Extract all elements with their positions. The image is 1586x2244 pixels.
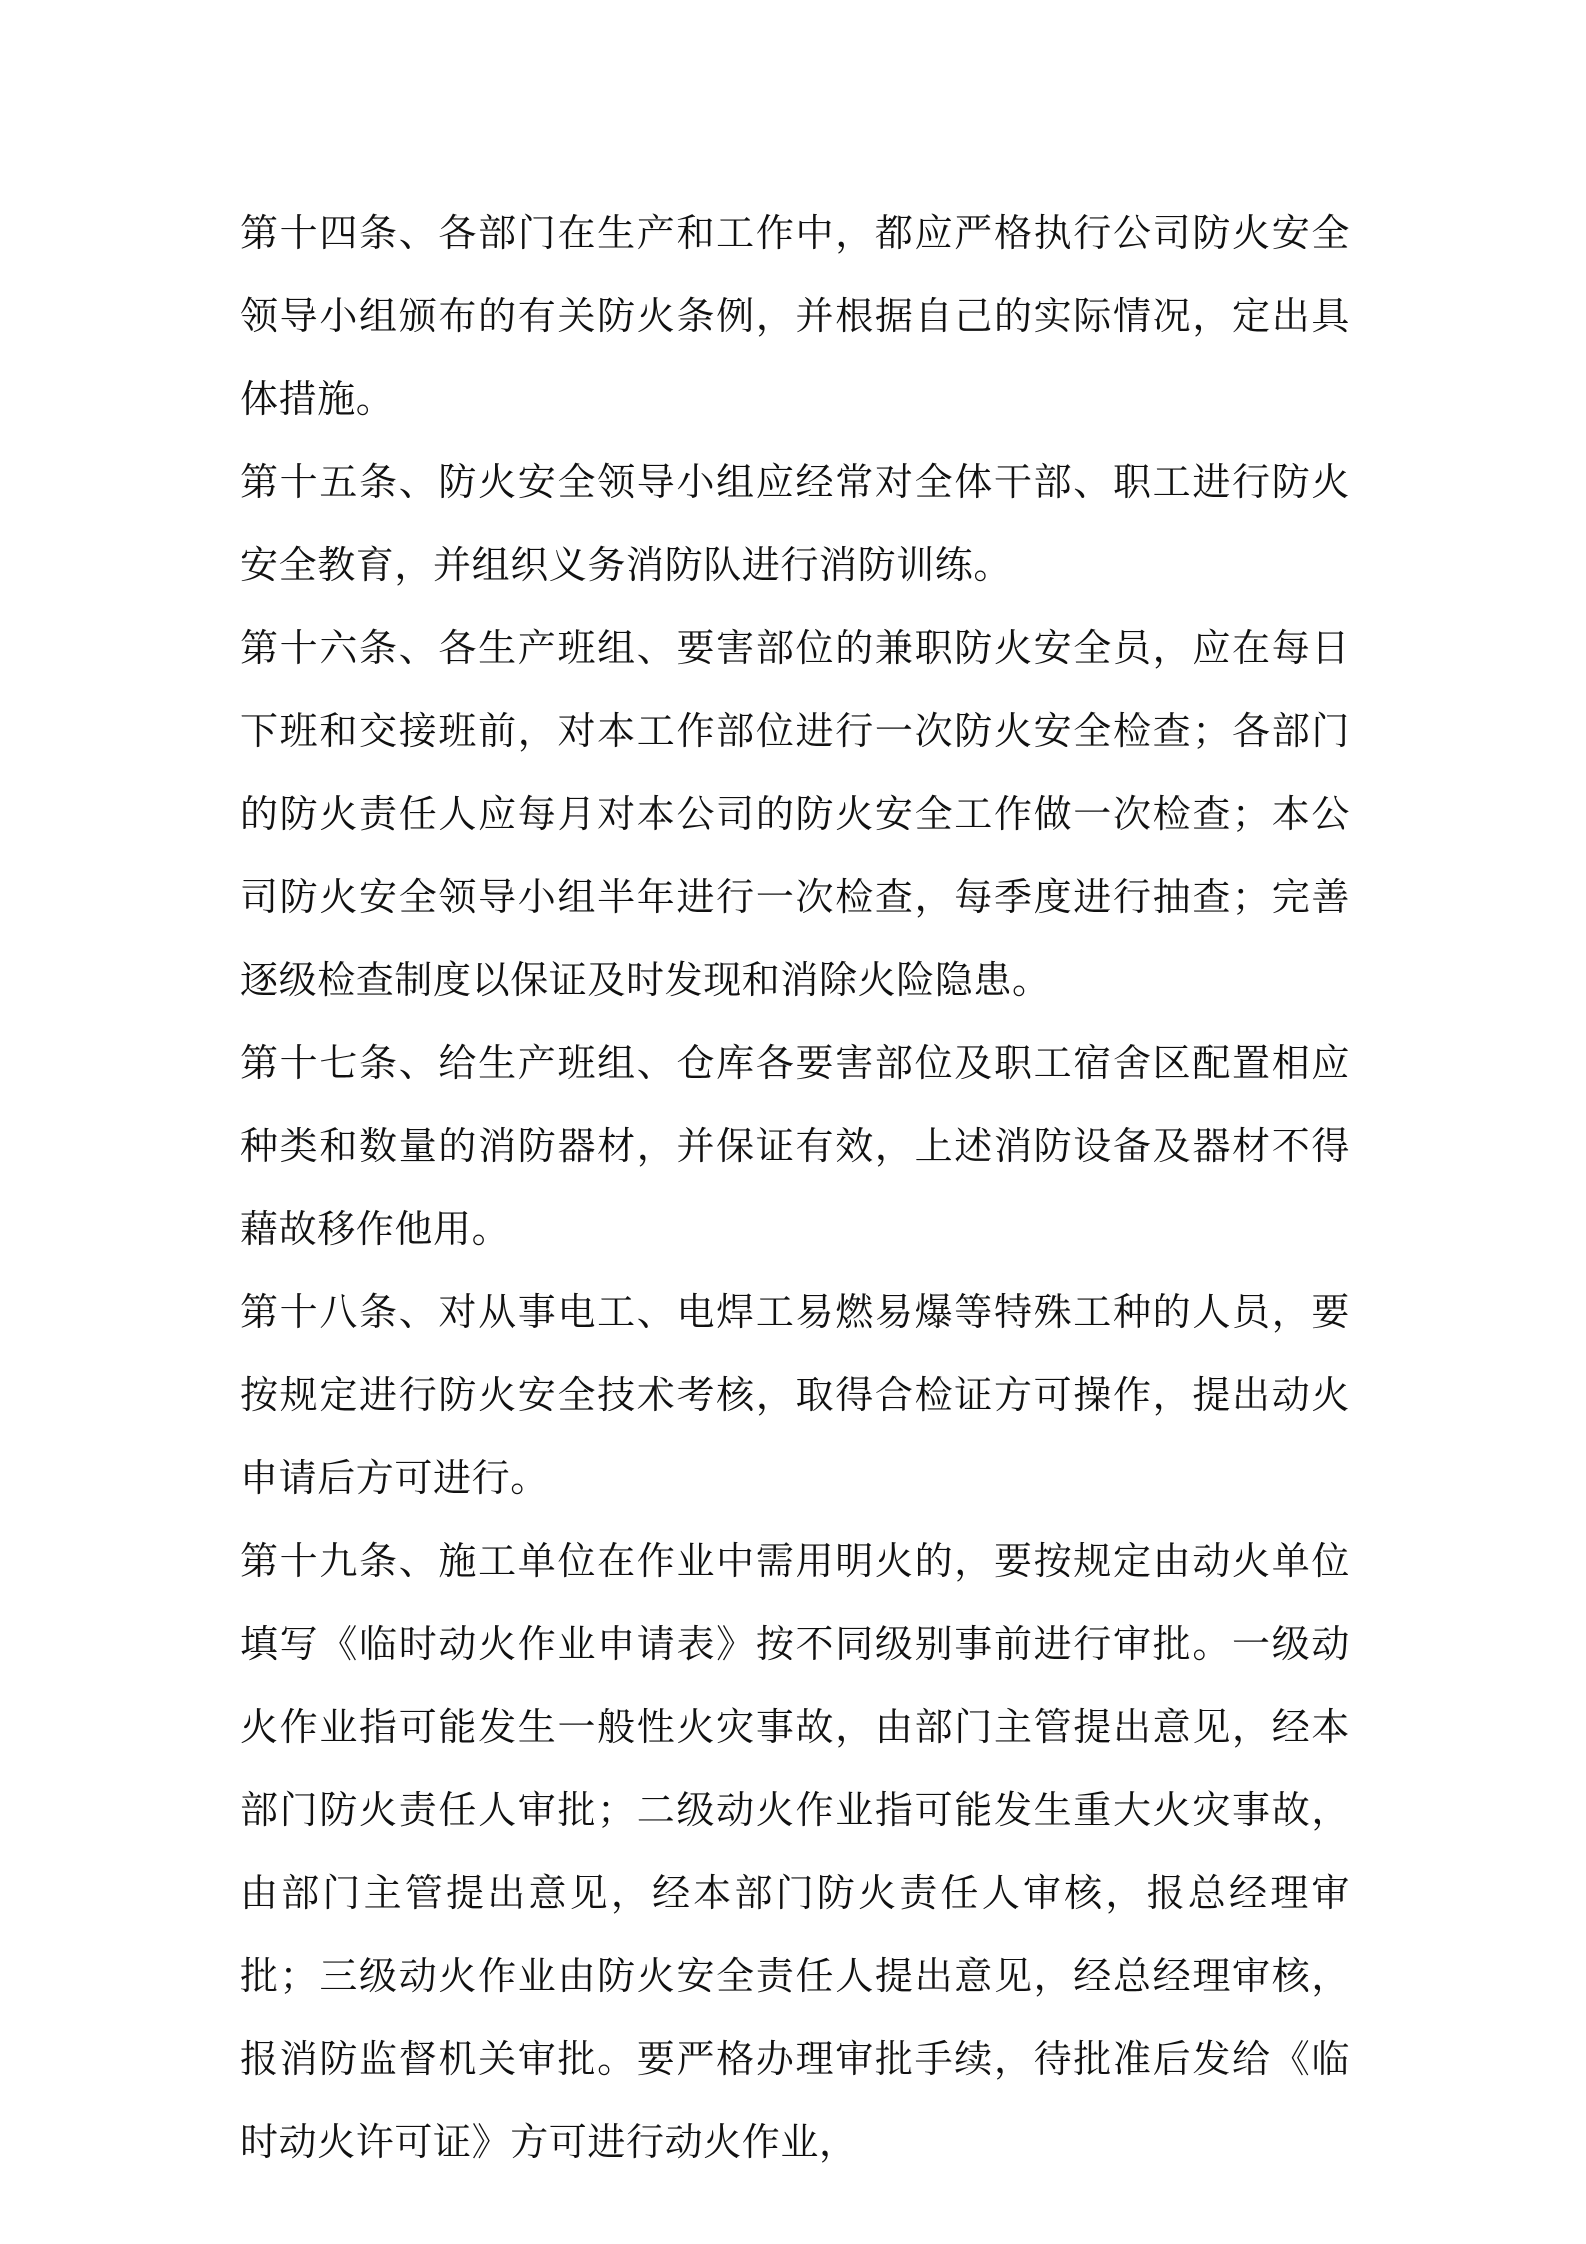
article-17: 第十七条、给生产班组、仓库各要害部位及职工宿舍区配置相应种类和数量的消防器材，并保证有效，上述消防设备及器材不得藉故移作他用。: [240, 1041, 1350, 1251]
article-16: 第十六条、各生产班组、要害部位的兼职防火安全员，应在每日下班和交接班前，对本工作部位进行一次防火安全检查；各部门的防火责任人应每月对本公司的防火安全工作做一次检查；本公司防火安全领导小组半年进行一次检查，每季度进行抽查；完善逐级检查制度以保证及时发现和消除火险隐患。: [240, 626, 1350, 1002]
article-18: 第十八条、对从事电工、电焊工易燃易爆等特殊工种的人员，要按规定进行防火安全技术考核，取得合检证方可操作，提出动火申请后方可进行。: [240, 1290, 1350, 1500]
article-14: 第十四条、各部门在生产和工作中，都应严格执行公司防火安全领导小组颁布的有关防火条例，并根据自己的实际情况，定出具体措施。: [240, 211, 1350, 421]
article-19: 第十九条、施工单位在作业中需用明火的，要按规定由动火单位填写《临时动火作业申请表》按不同级别事前进行审批。一级动火作业指可能发生一般性火灾事故，由部门主管提出意见，经本部门防火责任人审批；二级动火作业指可能发生重大火灾事故，由部门主管提出意见，经本部门防火责任人审核，报总经理审批；三级动火作业由防火安全责任人提出意见，经总经理审核，报消防监督机关审批。要严格办理审批手续，待批准后发给《临时动火许可证》方可进行动火作业，: [240, 1539, 1350, 2164]
article-15: 第十五条、防火安全领导小组应经常对全体干部、职工进行防火安全教育，并组织义务消防队进行消防训练。: [240, 460, 1350, 587]
document-body: [240, 192, 1350, 2184]
